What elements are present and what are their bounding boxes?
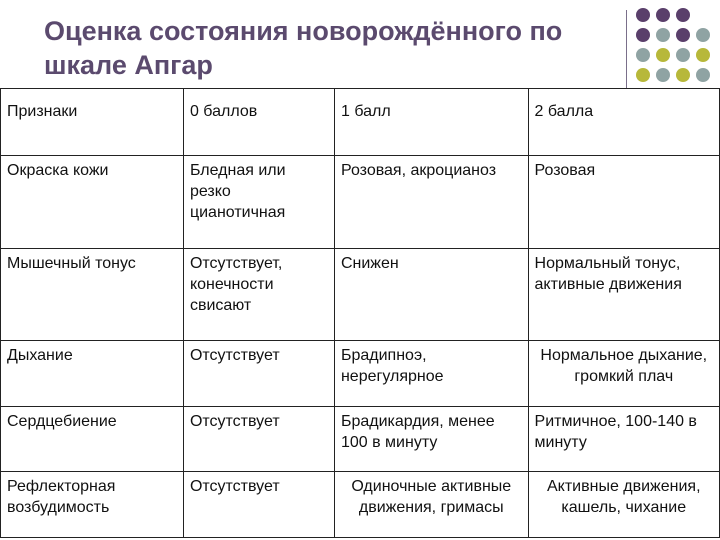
decorative-dot xyxy=(636,48,650,62)
decorative-dot xyxy=(676,8,690,22)
table-header-row xyxy=(1,89,720,156)
apgar-score-table xyxy=(0,88,720,538)
header-cell-2-points: 2 балла xyxy=(528,89,719,156)
table-cell: Отсутствует xyxy=(183,341,334,407)
table-row-skin-color xyxy=(1,156,720,249)
table-row-reflex-excitability xyxy=(1,472,720,538)
decorative-dot xyxy=(696,48,710,62)
table-row-breathing xyxy=(1,341,720,407)
table-cell: Сердцебиение xyxy=(1,406,184,472)
table-cell: Отсутствует xyxy=(183,472,334,538)
decorative-dot xyxy=(656,28,670,42)
table-row-muscle-tone xyxy=(1,248,720,341)
header-cell-sign: Признаки xyxy=(1,89,184,156)
header-cell-1-point: 1 балл xyxy=(334,89,528,156)
decorative-dot xyxy=(656,8,670,22)
table-cell: Нормальный тонус, активные движения xyxy=(528,248,719,341)
table-cell: Розовая xyxy=(528,156,719,249)
decorative-dot xyxy=(656,48,670,62)
table-row-heartbeat xyxy=(1,406,720,472)
slide-title xyxy=(44,14,614,82)
decorative-dot xyxy=(676,48,690,62)
header-cell-0-points: 0 баллов xyxy=(183,89,334,156)
table-cell: Активные движения, кашель, чихание xyxy=(528,472,719,538)
decorative-dot xyxy=(676,28,690,42)
decorative-dot xyxy=(696,68,710,82)
decorative-dot xyxy=(636,28,650,42)
decorative-dot xyxy=(676,68,690,82)
table-cell: Нормальное дыхание, громкий плач xyxy=(528,341,719,407)
slide-title-line-2: шкале Апгар xyxy=(44,50,213,80)
table-cell: Рефлекторная возбудимость xyxy=(1,472,184,538)
table-cell: Окраска кожи xyxy=(1,156,184,249)
table-cell: Дыхание xyxy=(1,341,184,407)
table-cell: Бледная или резко цианотичная xyxy=(183,156,334,249)
decorative-dot xyxy=(636,8,650,22)
table-cell: Мышечный тонус xyxy=(1,248,184,341)
table-cell: Брадипноэ, нерегулярное xyxy=(334,341,528,407)
decorative-dot xyxy=(696,8,710,22)
table-cell: Брадикардия, менее 100 в минуту xyxy=(334,406,528,472)
table-cell: Розовая, акроцианоз xyxy=(334,156,528,249)
decorative-dot xyxy=(636,68,650,82)
decorative-dot xyxy=(696,28,710,42)
table-cell: Одиночные активные движения, гримасы xyxy=(334,472,528,538)
table-cell: Снижен xyxy=(334,248,528,341)
table-cell: Ритмичное, 100-140 в минуту xyxy=(528,406,719,472)
decorative-dot xyxy=(656,68,670,82)
table-cell: Отсутствует xyxy=(183,406,334,472)
table-cell: Отсутствует, конечности свисают xyxy=(183,248,334,341)
slide-title-line-1: Оценка состояния новорождённого по xyxy=(44,16,563,46)
